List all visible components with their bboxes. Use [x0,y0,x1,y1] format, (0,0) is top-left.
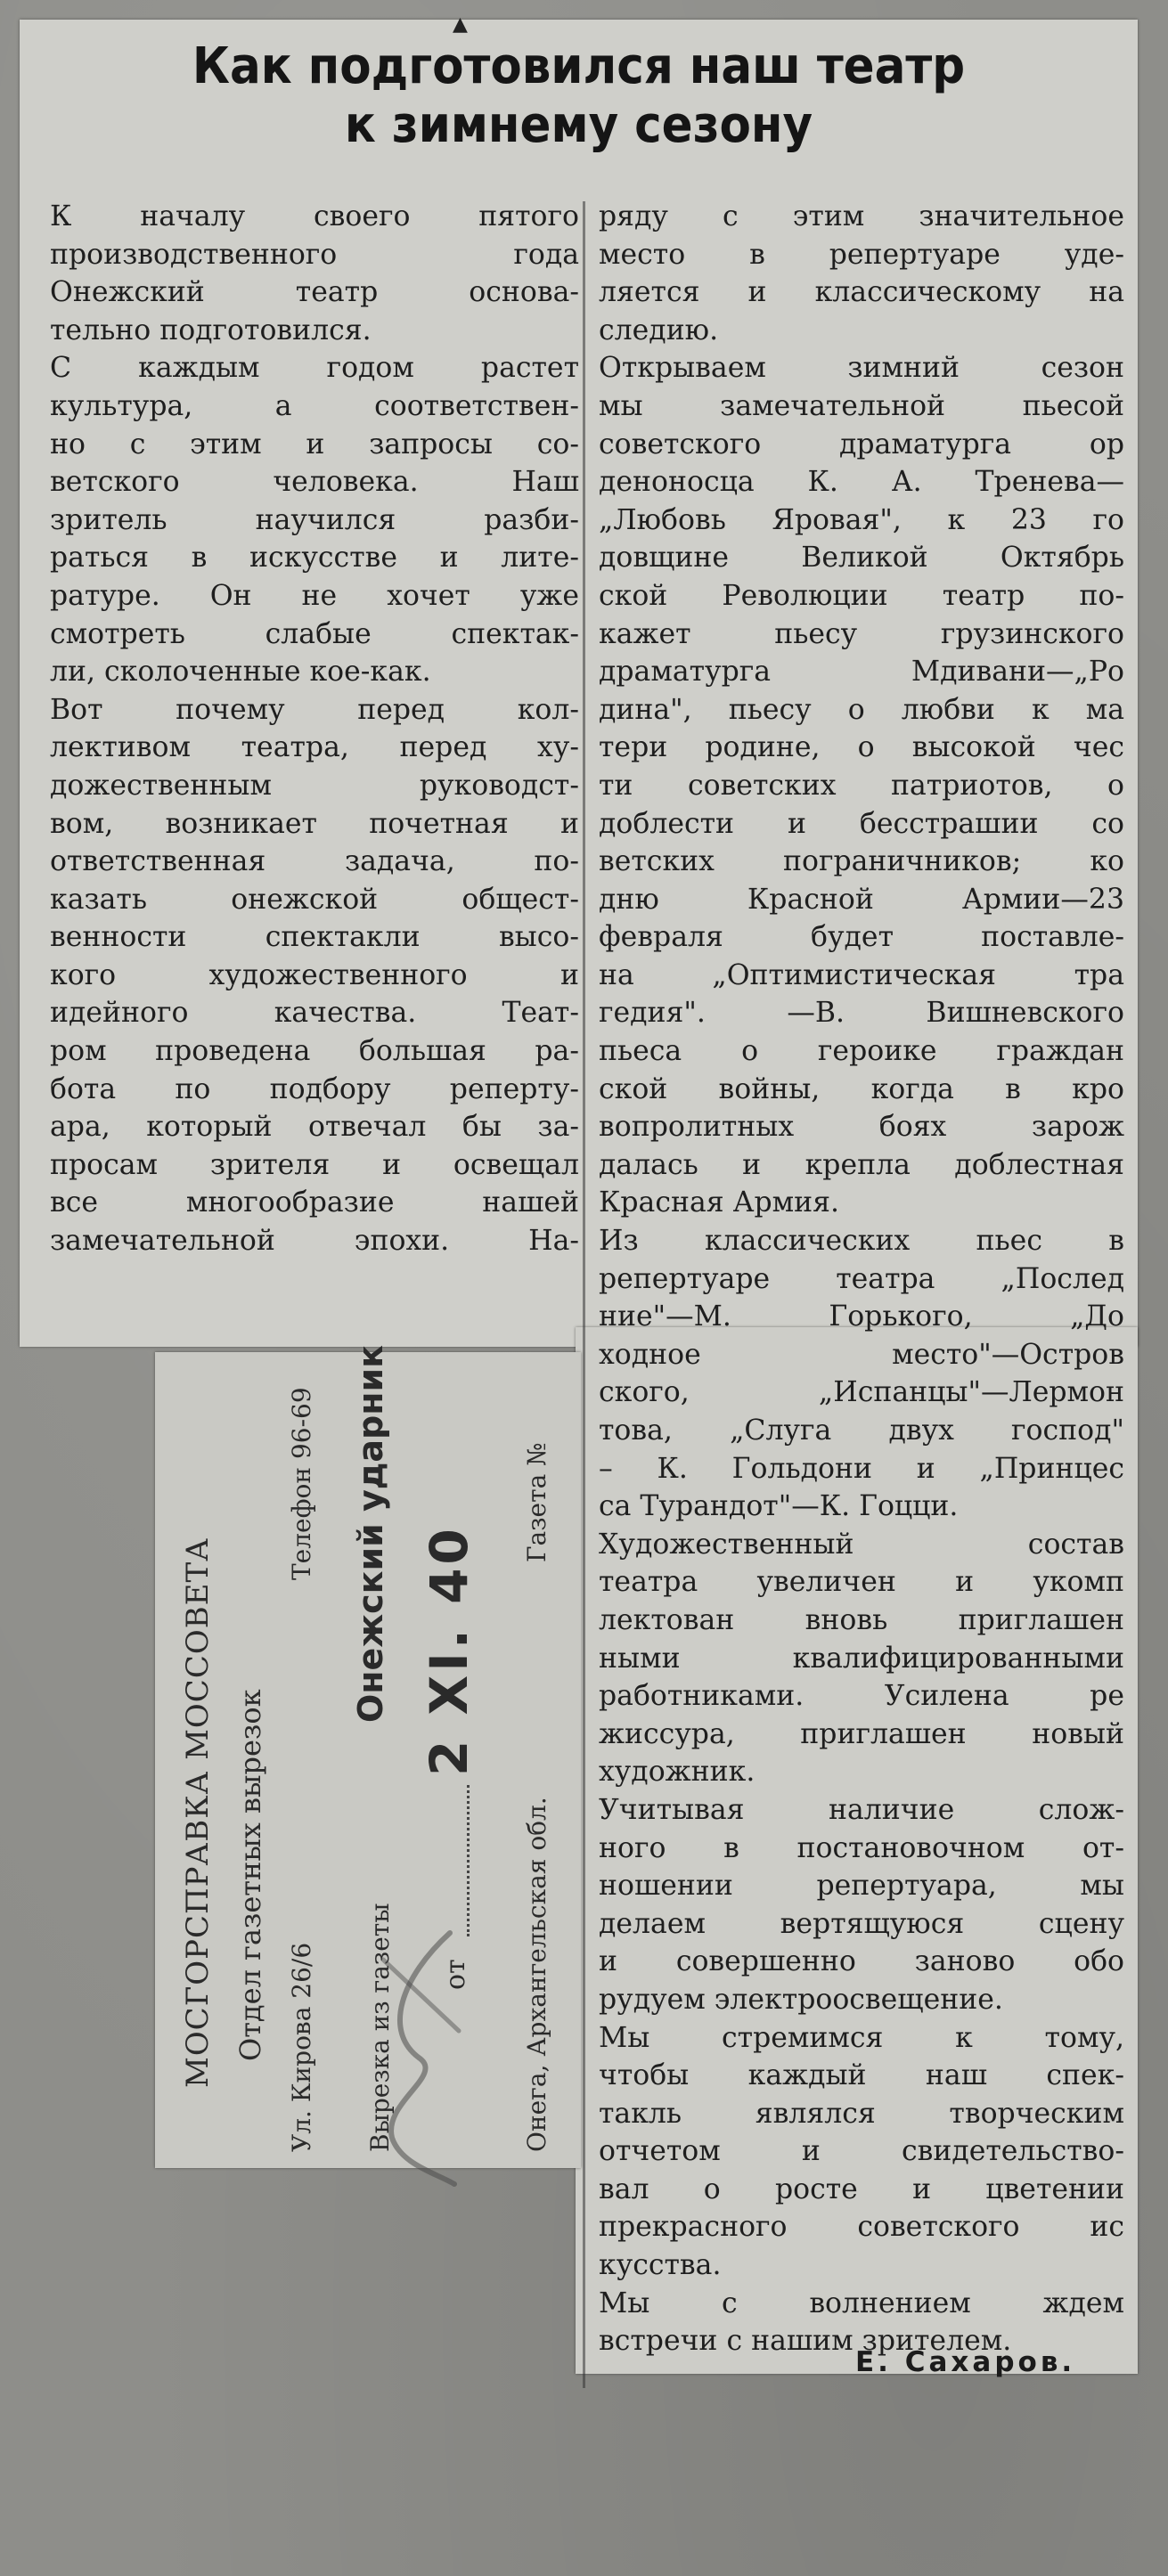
stamp-org: МОСГОРСПРАВКА МОССОВЕТА [180,1537,216,2088]
article-column-right [599,198,1124,2360]
text-line: Онежский театр основа- [50,276,579,309]
text-line: ляется и классическому на [599,276,1124,309]
text-line: художник. [599,1756,756,1789]
text-line: лективом театра, перед ху- [50,731,579,764]
stamp-address: Ул. Кирова 26/6 [287,1942,316,2152]
author-signature: Е. Сахаров. [855,2346,1076,2378]
text-line: и совершенно заново обо [599,1945,1124,1978]
stamp-newspaper-name: Онежский ударник [351,1345,390,1723]
text-line: далась и крепла доблестная [599,1148,1124,1181]
article-headline [64,37,1093,155]
text-line: смотреть слабые спектак- [50,617,579,650]
stamp-from-label: от [440,1959,471,1990]
text-line: ние"—М. Горького, „До [599,1300,1124,1333]
text-line: следию. [599,314,719,346]
text-line: са Турандот"—К. Гоцци. [599,1490,959,1523]
text-line: театра увеличен и укомп [599,1566,1124,1599]
text-line: дина", пьесу о любви к ма [599,693,1124,726]
text-line: тери родине, о высокой чес [599,731,1124,764]
text-line: производственного года [50,238,579,271]
text-line: просам зрителя и освещал [50,1148,579,1181]
text-line: ратуре. Он не хочет уже [50,579,579,612]
text-line: ными квалифицированными [599,1642,1124,1675]
text-line: ходное место"—Остров [599,1338,1124,1371]
text-line: венности спектакли высо- [50,921,579,954]
text-line: ряду с этим значительное [599,200,1124,232]
text-line: вом, возникает почетная и [50,807,579,840]
text-line: прекрасного советского ис [599,2211,1124,2244]
text-line: кажет пьесу грузинского [599,617,1124,650]
text-line: раться в искусстве и лите- [50,542,579,575]
text-line: лектован вновь приглашен [599,1603,1124,1636]
stamp-date: 2 ХІ. 40 [419,1525,479,1776]
text-line: рудуем электроосвещение. [599,1983,1003,2016]
text-line: ского, „Испанцы"—Лермон [599,1376,1124,1409]
text-line: делаем вертящуюся сцену [599,1907,1124,1940]
text-line: на „Оптимистическая тра [599,958,1124,991]
text-line: Мы стремимся к тому, [599,2021,1124,2054]
text-line: вопролитных боях зарож [599,1111,1124,1144]
text-line: ответственная задача, по- [50,845,579,878]
text-line: Открываем зимний сезон [599,352,1124,385]
text-line: ношении репертуара, мы [599,1870,1124,1903]
text-line: това, „Слуга двух господ" [599,1414,1124,1447]
text-line: доблести и бесстрашии со [599,807,1124,840]
text-line: К началу своего пятого [50,200,579,232]
text-line: советского драматурга ор [599,428,1124,461]
text-line: Красная Армия. [599,1186,840,1219]
text-line: довщине Великой Октябрь [599,542,1124,575]
text-line: но с этим и запросы со- [50,428,579,461]
text-line: драматурга Мдивани—„Ро [599,656,1124,689]
text-line: Вот почему перед кол- [50,693,579,726]
text-line: казать онежской общест- [50,883,579,916]
text-line: „Любовь Яровая", к 23 го [599,503,1124,536]
text-line: ветских пограничников; ко [599,845,1124,878]
text-line: Учитывая наличие слож- [599,1793,1124,1826]
stamp-issue-label: Газета № [522,1442,551,1562]
text-line: тельно подготовился. [50,314,372,346]
text-line: культура, а соответствен- [50,389,579,422]
text-line: пьеса о героике граждан [599,1035,1124,1068]
text-line: ного в постановочном от- [599,1831,1124,1864]
text-line: бота по подбору реперту- [50,1072,579,1105]
text-line: дню Красной Армии—23 [599,883,1124,916]
text-line: С каждым годом растет [50,352,579,385]
text-line: ской Революции театр по- [599,579,1124,612]
text-line: ара, который отвечал бы за- [50,1111,579,1144]
text-line: Художественный состав [599,1528,1124,1561]
text-line: идейного качества. Теат- [50,997,579,1030]
text-line: ти советских патриотов, о [599,769,1124,802]
article-column-left [50,198,579,1260]
text-line: кусства. [599,2249,722,2282]
top-mark: ▲ [453,12,468,36]
stamp-phone: Телефон 96-69 [287,1387,316,1580]
text-line: такль являлся творческим [599,2097,1124,2130]
text-line: работниками. Усилена ре [599,1680,1124,1713]
stamp-cut-label: Вырезка из газеты [365,1903,395,2152]
text-line: место в репертуаре уде- [599,238,1124,271]
text-line: зритель научился разби- [50,503,579,536]
text-line: дожественным руководст- [50,769,579,802]
stamp-place: Онега, Архангельская обл. [522,1797,551,2152]
text-line: ской войны, когда в кро [599,1072,1124,1105]
text-line: Из классических пьес в [599,1225,1124,1258]
text-line: отчетом и свидетельство- [599,2135,1124,2168]
text-line: ли, сколоченные кое-как. [50,656,431,689]
text-line: – К. Гольдони и „Принцес [599,1452,1124,1485]
text-line: февраля будет поставле- [599,921,1124,954]
column-divider [583,201,585,2388]
stamp-dotted-line [467,1785,470,1936]
text-line: Мы с волнением ждем [599,2287,1124,2319]
text-line: ром проведена большая ра- [50,1035,579,1068]
text-line: мы замечательной пьесой [599,389,1124,422]
text-line: кого художественного и [50,958,579,991]
headline-line-1: Как подготовился наш театр [192,37,966,95]
text-line: ветского человека. Наш [50,466,579,499]
text-line: вал о росте и цветении [599,2172,1124,2205]
stamp-department: Отдел газетных вырезок [233,1689,267,2061]
text-line: все многообразие нашей [50,1186,579,1219]
text-line: встречи с нашим зрителем. [599,2325,1012,2358]
text-line: чтобы каждый наш спек- [599,2059,1124,2092]
text-line: гедия". —В. Вишневского [599,997,1124,1030]
text-line: жиссура, приглашен новый [599,1717,1124,1750]
handwritten-pencil-mark [365,1924,472,2191]
text-line: деноносца К. А. Тренева— [599,466,1124,499]
text-line: репертуаре театра „Послед [599,1262,1124,1295]
text-line: замечательной эпохи. На- [50,1225,579,1258]
headline-line-2: к зимнему сезону [344,96,813,154]
